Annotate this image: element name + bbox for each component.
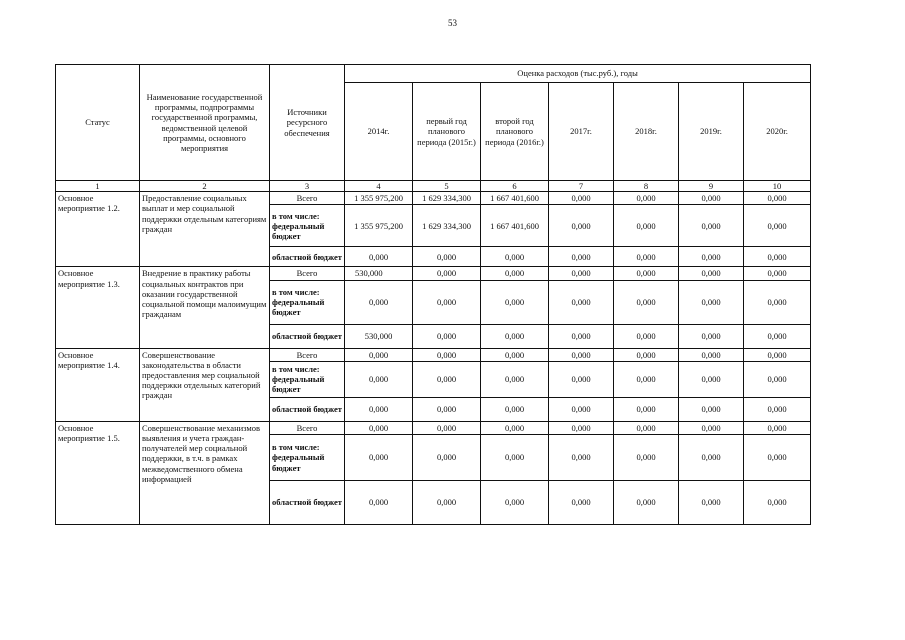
source-total-label: Всего — [270, 192, 345, 205]
value-cell: 1 629 334,300 — [413, 192, 481, 205]
budget-table — [55, 64, 811, 525]
value-cell: 0,000 — [345, 421, 413, 434]
name-cell: Совершенствование законодательства в области предоставления мер социальной поддержки отдельных категорий граждан — [140, 348, 270, 421]
value-cell: 0,000 — [413, 348, 481, 361]
column-number: 3 — [270, 181, 345, 192]
value-cell: 0,000 — [413, 421, 481, 434]
value-cell: 0,000 — [614, 267, 679, 280]
value-cell: 0,000 — [679, 397, 744, 421]
value-cell: 0,000 — [744, 324, 811, 348]
value-cell: 0,000 — [744, 480, 811, 524]
value-cell: 0,000 — [614, 361, 679, 397]
value-cell: 0,000 — [481, 397, 549, 421]
value-cell: 0,000 — [744, 192, 811, 205]
value-cell: 0,000 — [614, 247, 679, 267]
value-cell: 0,000 — [549, 361, 614, 397]
source-federal-label: в том числе: федеральный бюджет — [270, 205, 345, 247]
value-cell: 1 629 334,300 — [413, 205, 481, 247]
value-cell: 0,000 — [744, 434, 811, 480]
header-year: 2020г. — [744, 83, 811, 181]
value-cell: 0,000 — [679, 192, 744, 205]
source-regional-label: областной бюджет — [270, 397, 345, 421]
table-row — [56, 267, 811, 280]
table-row — [56, 192, 811, 205]
name-cell: Предоставление социальных выплат и мер социальной поддержки отдельным категориям граждан — [140, 192, 270, 267]
value-cell: 0,000 — [614, 324, 679, 348]
value-cell: 1 667 401,600 — [481, 205, 549, 247]
header-year: 2017г. — [549, 83, 614, 181]
value-cell: 0,000 — [345, 397, 413, 421]
value-cell: 0,000 — [614, 348, 679, 361]
header-year: 2019г. — [679, 83, 744, 181]
value-cell: 0,000 — [679, 434, 744, 480]
value-cell: 0,000 — [549, 205, 614, 247]
value-cell: 0,000 — [614, 397, 679, 421]
value-cell: 0,000 — [744, 247, 811, 267]
value-cell: 0,000 — [345, 480, 413, 524]
value-cell: 0,000 — [481, 280, 549, 324]
value-cell: 0,000 — [345, 247, 413, 267]
value-cell: 0,000 — [679, 361, 744, 397]
value-cell: 0,000 — [549, 421, 614, 434]
value-cell: 0,000 — [679, 480, 744, 524]
value-cell: 0,000 — [549, 348, 614, 361]
value-cell: 0,000 — [413, 280, 481, 324]
value-cell: 0,000 — [744, 421, 811, 434]
source-regional-label: областной бюджет — [270, 324, 345, 348]
column-number: 7 — [549, 181, 614, 192]
value-cell: 0,000 — [614, 205, 679, 247]
value-cell: 0,000 — [413, 267, 481, 280]
header-status: Статус — [56, 65, 140, 181]
value-cell: 1 355 975,200 — [345, 192, 413, 205]
budget-table-body — [56, 192, 811, 525]
value-cell: 0,000 — [481, 480, 549, 524]
value-cell: 0,000 — [679, 267, 744, 280]
table-row — [56, 421, 811, 434]
status-cell: Основное мероприятие 1.4. — [56, 348, 140, 421]
source-federal-label: в том числе: федеральный бюджет — [270, 434, 345, 480]
source-total-label: Всего — [270, 421, 345, 434]
source-federal-label: в том числе: федеральный бюджет — [270, 280, 345, 324]
value-cell: 0,000 — [549, 247, 614, 267]
value-cell: 0,000 — [679, 348, 744, 361]
value-cell: 0,000 — [481, 247, 549, 267]
column-number: 2 — [140, 181, 270, 192]
value-cell: 0,000 — [744, 267, 811, 280]
column-number: 5 — [413, 181, 481, 192]
name-cell: Внедрение в практику работы социальных контрактов при оказании государственной социальной помощи малоимущим гражданам — [140, 267, 270, 348]
value-cell: 530,000 — [345, 267, 413, 280]
value-cell: 0,000 — [679, 247, 744, 267]
value-cell: 1 667 401,600 — [481, 192, 549, 205]
value-cell: 0,000 — [744, 397, 811, 421]
value-cell: 0,000 — [549, 397, 614, 421]
value-cell: 0,000 — [614, 421, 679, 434]
page-number: 53 — [448, 18, 457, 28]
value-cell: 0,000 — [679, 280, 744, 324]
value-cell: 0,000 — [481, 324, 549, 348]
value-cell: 0,000 — [413, 434, 481, 480]
header-sources: Источники ресурсного обеспечения — [270, 65, 345, 181]
value-cell: 0,000 — [549, 280, 614, 324]
status-cell: Основное мероприятие 1.2. — [56, 192, 140, 267]
source-total-label: Всего — [270, 348, 345, 361]
header-year: 2018г. — [614, 83, 679, 181]
source-federal-label: в том числе: федеральный бюджет — [270, 361, 345, 397]
value-cell: 0,000 — [345, 434, 413, 480]
value-cell: 0,000 — [481, 361, 549, 397]
value-cell: 0,000 — [744, 280, 811, 324]
value-cell: 0,000 — [679, 205, 744, 247]
column-number: 8 — [614, 181, 679, 192]
status-cell: Основное мероприятие 1.5. — [56, 421, 140, 524]
value-cell: 0,000 — [744, 361, 811, 397]
value-cell: 0,000 — [413, 397, 481, 421]
value-cell: 0,000 — [345, 348, 413, 361]
status-cell: Основное мероприятие 1.3. — [56, 267, 140, 348]
column-number: 6 — [481, 181, 549, 192]
value-cell: 0,000 — [744, 348, 811, 361]
value-cell: 0,000 — [679, 324, 744, 348]
value-cell: 0,000 — [481, 434, 549, 480]
name-cell: Совершенствование механизмов выявления и учета граждан-получателей мер социальной поддержки, в т.ч. в рамках межведомственного обмена информацией — [140, 421, 270, 524]
table-row — [56, 348, 811, 361]
value-cell: 0,000 — [679, 421, 744, 434]
value-cell: 0,000 — [549, 192, 614, 205]
value-cell: 0,000 — [345, 361, 413, 397]
column-number: 10 — [744, 181, 811, 192]
header-year: первый год планового периода (2015г.) — [413, 83, 481, 181]
header-estimate: Оценка расходов (тыс.руб.), годы — [345, 65, 811, 83]
value-cell: 0,000 — [413, 480, 481, 524]
value-cell: 0,000 — [614, 434, 679, 480]
column-number: 9 — [679, 181, 744, 192]
value-cell: 0,000 — [345, 280, 413, 324]
value-cell: 0,000 — [413, 247, 481, 267]
value-cell: 0,000 — [549, 434, 614, 480]
value-cell: 0,000 — [549, 480, 614, 524]
column-numbers-row — [56, 181, 811, 192]
source-regional-label: областной бюджет — [270, 247, 345, 267]
value-cell: 0,000 — [744, 205, 811, 247]
value-cell: 530,000 — [345, 324, 413, 348]
value-cell: 0,000 — [413, 324, 481, 348]
value-cell: 0,000 — [549, 324, 614, 348]
value-cell: 0,000 — [614, 192, 679, 205]
column-number: 1 — [56, 181, 140, 192]
header-name: Наименование государственной программы, подпрограммы государственной программы, ведомственной целевой программы, основного мероприятия — [140, 65, 270, 181]
value-cell: 0,000 — [481, 421, 549, 434]
column-number: 4 — [345, 181, 413, 192]
header-year: второй год планового периода (2016г.) — [481, 83, 549, 181]
value-cell: 0,000 — [481, 267, 549, 280]
value-cell: 0,000 — [481, 348, 549, 361]
value-cell: 0,000 — [614, 480, 679, 524]
value-cell: 1 355 975,200 — [345, 205, 413, 247]
source-regional-label: областной бюджет — [270, 480, 345, 524]
value-cell: 0,000 — [549, 267, 614, 280]
value-cell: 0,000 — [413, 361, 481, 397]
source-total-label: Всего — [270, 267, 345, 280]
value-cell: 0,000 — [614, 280, 679, 324]
header-year: 2014г. — [345, 83, 413, 181]
